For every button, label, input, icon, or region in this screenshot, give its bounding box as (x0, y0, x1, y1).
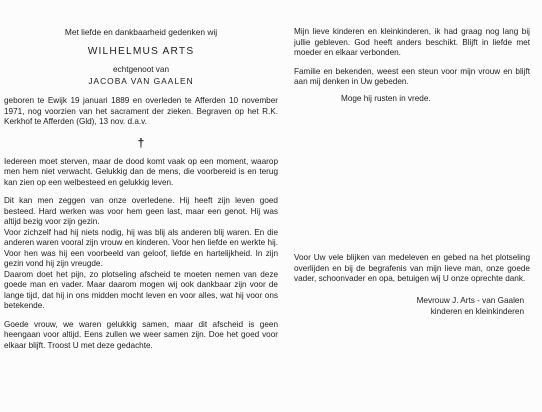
spouse-name: JACOBA VAN GAALEN (88, 76, 194, 86)
intro-line: Met liefde en dankbaarheid gedenken wij (64, 27, 218, 37)
thank-you-section (294, 253, 530, 317)
closing-prayer: Moge hij rusten in vrede. (341, 93, 431, 103)
text-paragraph-4: Daarom doet het pijn, zo plotseling afscheid te moeten nemen van deze goede man en vader. Maar daarom mogen wij ook dankbaar zijn voor de lange tijd, dat hij in ons midden mocht leven en voor alles, wat hij voor ons betekende. (4, 269, 278, 310)
signature-line-1: Mevrouw J. Arts - van Gaalen (416, 295, 524, 305)
text-paragraph-3: Voor zichzelf had hij niets nodig, hij was blij als anderen blij waren. En die anderen waren vooral zijn vrouw en kinderen. Voor hen liefde en werkte hij. Voor hen was hij een voorbeeld van geloof, liefde en hartelijkheid. In zijn gezin vond hij zijn vreugde. (4, 227, 278, 268)
text-paragraph-5: Goede vrouw, we waren gelukkig samen, maar dit afscheid is geen heengaan voor altijd. Eens zullen we weer samen zijn. Doe het goed voor elkaar blijft. Troost U met deze gedachte. (4, 319, 278, 350)
thanks-text: Voor Uw vele blijken van medeleven en gebed na het plotseling overlijden en bij de begrafenis van mijn lieve man, onze goede vader, schoonvader en opa, betuigen wij U onze oprechte dank. (294, 253, 530, 283)
life-facts: geboren te Ewijk 19 januari 1889 en overleden te Afferden 10 november 1971, nog voorzien van het sacrament der zieken. Begraven op het R.K. Kerkhof te Afferden (Gld), 13 nov. d.a.v. (4, 96, 278, 126)
cross-icon: † (137, 135, 145, 150)
signature-line-2: kinderen en kleinkinderen (430, 306, 524, 316)
text-paragraph-1: Iedereen moet sterven, maar de dood komt vaak op een moment, waarop men hem niet verwacht. Gelukkig dan de mens, die voorbereid is en terug kan zien op een welbesteed en gelukkig leven. (4, 156, 278, 187)
text-paragraph-2: Dit kan men zeggen van onze overledene. Hij heeft zijn leven goed besteed. Hard werken was voor hem geen last, maar een genot. Hij was altijd bezig voor zijn gezin. (4, 196, 278, 226)
spouse-label: echtgenoot van (113, 65, 169, 74)
message-family: Familie en bekenden, weest een steun voor mijn vrouw en blijft aan mij denken in Uw gebeden. (294, 66, 530, 86)
right-column-top (294, 27, 530, 104)
message-children: Mijn lieve kinderen en kleinkinderen, ik had graag nog lang bij jullie gebleven. God heeft anders beschikt. Blijft in liefde met moeder en elkaar verbonden. (294, 27, 530, 57)
signature-block (294, 295, 530, 317)
deceased-name: WILHELMUS ARTS (87, 46, 195, 57)
left-column (4, 27, 278, 351)
